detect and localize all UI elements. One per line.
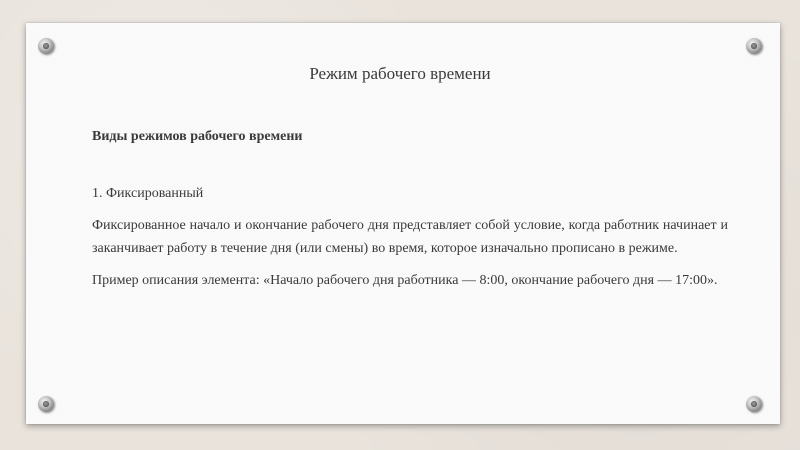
section-heading: Виды режимов рабочего времени (92, 129, 303, 144)
body-paragraph: Фиксированное начало и окончание рабочего дня представляет собой условие, когда работник начинает и заканчивает работу в течение дня (или смены) во время, которое изначально прописано в режиме. (92, 218, 728, 256)
subheading: 1. Фиксированный (92, 186, 204, 201)
slide-title: Режим рабочего времени (309, 64, 491, 83)
pushpin-icon (746, 396, 762, 412)
pushpin-icon (38, 38, 54, 54)
pushpin-icon (746, 38, 762, 54)
pushpin-icon (38, 396, 54, 412)
example-paragraph: Пример описания элемента: «Начало рабочего дня работника — 8:00, окончание рабочего дня — 17:00». (92, 273, 718, 288)
slide-content (92, 125, 728, 301)
